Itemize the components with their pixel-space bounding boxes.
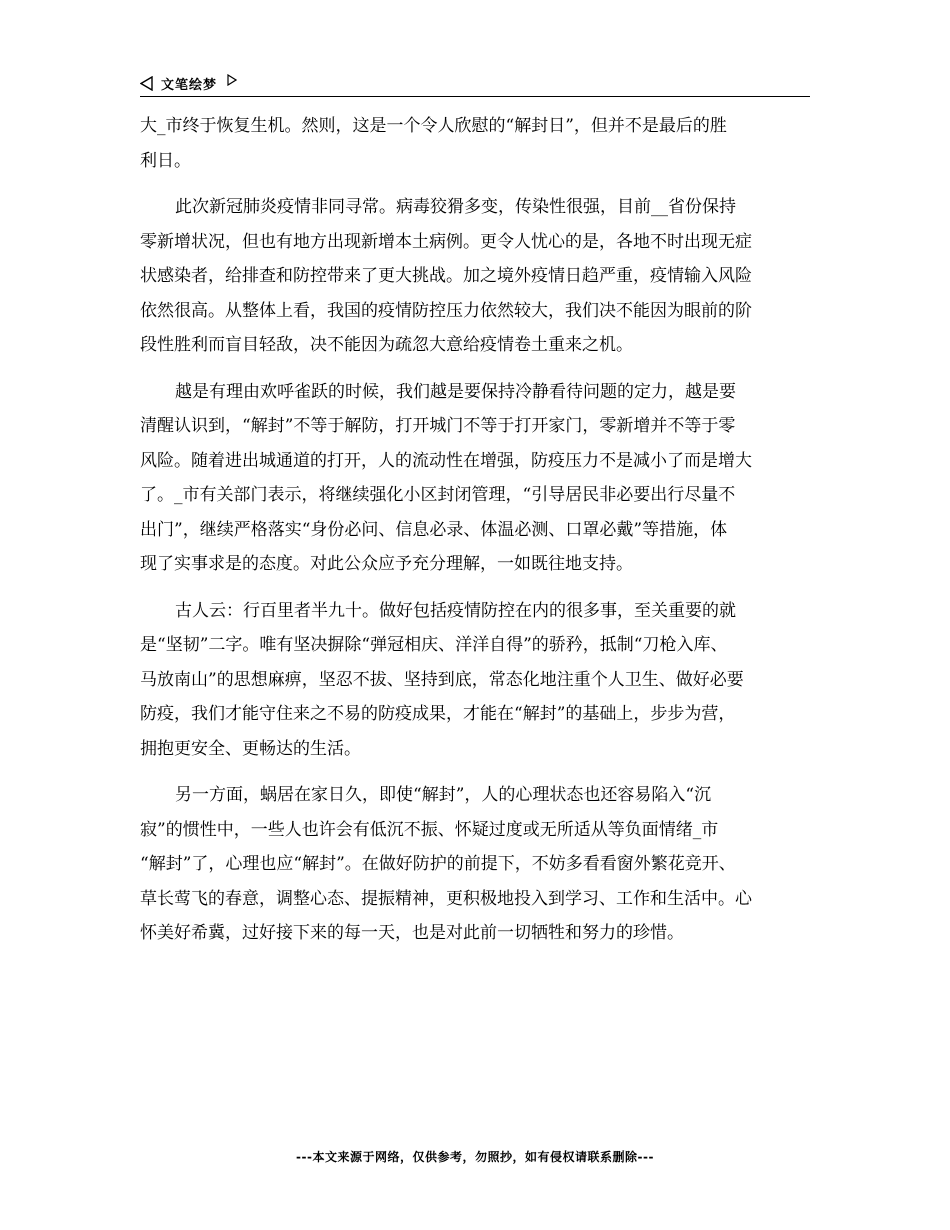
paragraph: [140, 778, 820, 951]
text-line: 依然很高。从整体上看，我国的疫情防控压力依然较大，我们决不能因为眼前的阶: [140, 300, 752, 321]
text-line: 马放南山”的思想麻痹，坚忍不拔、坚持到底，常态化地注重个人卫生、做好必要: [140, 669, 744, 690]
text-line: 状感染者，给排查和防控带来了更大挑战。加之境外疫情日趋严重，疫情输入风险: [140, 266, 752, 286]
text-line: 了。_市有关部门表示，将继续强化小区封闭管理，“引导居民非必要出行尽量不: [140, 485, 736, 505]
text-line: 清醒认识到，“解封”不等于解防，打开城门不等于打开家门，零新增并不等于零: [140, 416, 736, 436]
header-title: 文笔绘梦: [161, 77, 218, 93]
text-line: 利日。: [140, 150, 191, 171]
text-line: 是“坚韧”二字。唯有坚决摒除“弹冠相庆、洋洋自得”的骄矜，抵制“刀枪入库、: [140, 635, 728, 655]
paragraph: [140, 594, 820, 767]
text-line: “解封”了，心理也应“解封”。在做好防护的前提下，不妨多看看窗外繁花竞开、: [140, 854, 736, 874]
text-line: 拥抱更安全、更畅达的生活。: [140, 738, 361, 759]
text-line: 寂”的惯性中，一些人也许会有低沉不振、怀疑过度或无所适从等负面情绪_市: [140, 819, 719, 840]
triangle-left-icon: [140, 76, 153, 91]
text-line: 怀美好希冀，过好接下来的每一天，也是对此前一切牺牲和努力的珍惜。: [140, 923, 684, 943]
text-line: 现了实事求是的态度。对此公众应予充分理解，一如既往地支持。: [140, 554, 633, 574]
document-body: [140, 109, 820, 951]
header-divider: [140, 96, 810, 97]
text-line: 另一方面，蜗居在家日久，即使“解封”，人的心理状态也还容易陷入“沉: [175, 785, 712, 805]
text-line: 草长莺飞的春意，调整心态、提振精神，更积极地投入到学习、工作和生活中。心: [140, 888, 752, 909]
text-line: 段性胜利而盲目轻敌，决不能因为疏忽大意给疫情卷土重来之机。: [140, 335, 633, 355]
text-line: 越是有理由欢呼雀跃的时候，我们越是要保持冷静看待问题的定力，越是要: [175, 381, 736, 402]
text-line: 防疫，我们才能守住来之不易的防疫成果，才能在“解封”的基础上，步步为营，: [140, 704, 736, 724]
paragraph: [140, 109, 820, 178]
paragraph: [140, 375, 820, 582]
triangle-right-icon: [227, 74, 237, 86]
text-line: 风险。随着进出城通道的打开，人的流动性在增强，防疫压力不是减小了而是增大: [140, 450, 752, 471]
text-line: 古人云：行百里者半九十。做好包括疫情防控在内的很多事，至关重要的就: [175, 600, 736, 621]
footer-disclaimer: ---本文来源于网络，仅供参考，勿照抄，如有侵权请联系删除---: [296, 1150, 654, 1164]
paragraph: [140, 190, 820, 363]
document-header: [140, 72, 810, 94]
text-line: 此次新冠肺炎疫情非同寻常。病毒狡猾多变，传染性很强，目前__省份保持: [175, 197, 736, 217]
text-line: 零新增状况，但也有地方出现新增本土病例。更令人忧心的是，各地不时出现无症: [140, 231, 752, 252]
text-line: 出门”，继续严格落实“身份必问、信息必录、体温必测、口罩必戴”等措施，体: [140, 519, 728, 540]
text-line: 大_市终于恢复生机。然则，这是一个令人欣慰的“解封日”，但并不是最后的胜: [140, 116, 727, 136]
